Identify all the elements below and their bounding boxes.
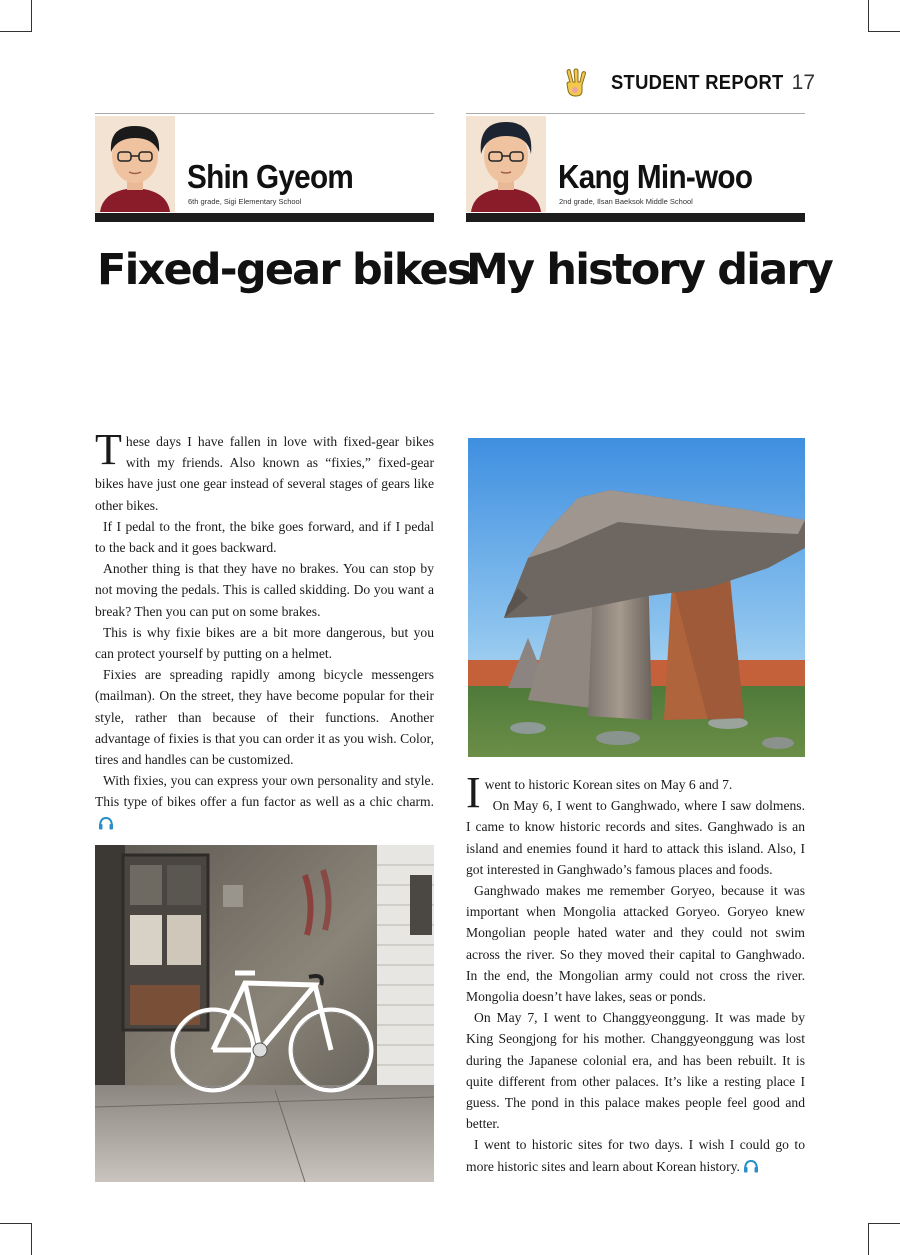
paragraph: I went to historic sites for two days. I wish I could go to more historic sites and learn about Korean history. <box>466 1137 805 1174</box>
right-article-body <box>466 768 805 1177</box>
crop-mark <box>31 0 32 32</box>
paragraph: These days I have fallen in love with fixed-gear bikes with my friends. Also known as “fixies,” fixed-gear bikes have just one gear instead of several stages of gears like other bikes. <box>95 425 434 513</box>
article-title: Fixed-gear bikes <box>97 245 471 295</box>
author-photo <box>466 116 546 212</box>
dolmen-photo <box>468 438 805 757</box>
section-label: STUDENT REPORT <box>611 71 784 94</box>
paragraph: Iwent to historic Korean sites on May 6 and 7. <box>466 768 733 817</box>
paragraph: Ganghwado makes me remember Goryeo, because it was important when Mongolia attacked Goryeo. Goryeo knew Mongolian people hated water and they could not swim across the river. So they moved their capital to Ganghwado. In the end, the Mongolian army could not cross the river. Mongolia doesn’t have lakes, seas or ponds. <box>466 883 805 1005</box>
left-article-body <box>95 425 434 834</box>
drop-cap: T <box>95 425 122 474</box>
crop-mark <box>868 31 900 32</box>
report-header <box>562 68 815 98</box>
author-box <box>466 113 805 222</box>
headphones-icon <box>98 816 114 830</box>
crop-mark <box>868 1223 869 1255</box>
fixed-gear-bike-photo <box>95 845 434 1182</box>
drop-cap: I <box>466 768 481 817</box>
author-name: Kang Min-woo <box>558 158 753 195</box>
article-title: My history diary <box>466 245 833 295</box>
author-photo <box>95 116 175 212</box>
paragraph: If I pedal to the front, the bike goes forward, and if I pedal to the back and it goes backward. <box>95 518 434 556</box>
paragraph: This is why fixie bikes are a bit more dangerous, but you can protect yourself by putting on a helmet. <box>95 624 434 662</box>
left-article <box>95 113 471 295</box>
author-school: 2nd grade, Ilsan Baeksok Middle School <box>559 197 693 206</box>
paragraph: On May 6, I went to Ganghwado, where I saw dolmens. I came to know historic records and sites. Ganghwado is an island and enemies found it hard to attack this island. Also, I got interested in Ganghwado’s famous places and foods. <box>466 798 805 877</box>
victory-hand-icon <box>562 68 588 98</box>
author-bar <box>95 213 434 222</box>
author-name: Shin Gyeom <box>187 158 354 195</box>
crop-mark <box>868 1223 900 1224</box>
author-bar <box>466 213 805 222</box>
author-school: 6th grade, Sigi Elementary School <box>188 197 302 206</box>
crop-mark <box>868 0 869 32</box>
crop-mark <box>0 31 32 32</box>
paragraph: With fixies, you can express your own personality and style. This type of bikes offer a fun factor as well as a chic charm. <box>95 770 434 834</box>
paragraph: Another thing is that they have no brakes. You can stop by not moving the pedals. This is called skidding. Do you want a break? Then you can put on some brakes. <box>95 561 434 619</box>
headphones-icon <box>743 1159 759 1173</box>
paragraph: Fixies are spreading rapidly among bicycle messengers (mailman). On the street, they have become popular for their style, rather than because of their functions. Another advantage of fixies is that you can order it as you wish. Color, tires and handles can be customized. <box>95 667 434 768</box>
crop-mark <box>0 1223 32 1224</box>
author-box <box>95 113 434 222</box>
right-article <box>466 113 833 295</box>
page-number: 17 <box>791 71 815 94</box>
crop-mark <box>31 1223 32 1255</box>
paragraph: On May 7, I went to Changgyeonggung. It was made by King Seongjong for his mother. Changgyeonggung was lost during the Japanese colonial era, and has been rebuilt. It is quite different from other palaces. It’s like a resting place I guess. The pond in this palace makes people feel good and better. <box>466 1010 805 1132</box>
